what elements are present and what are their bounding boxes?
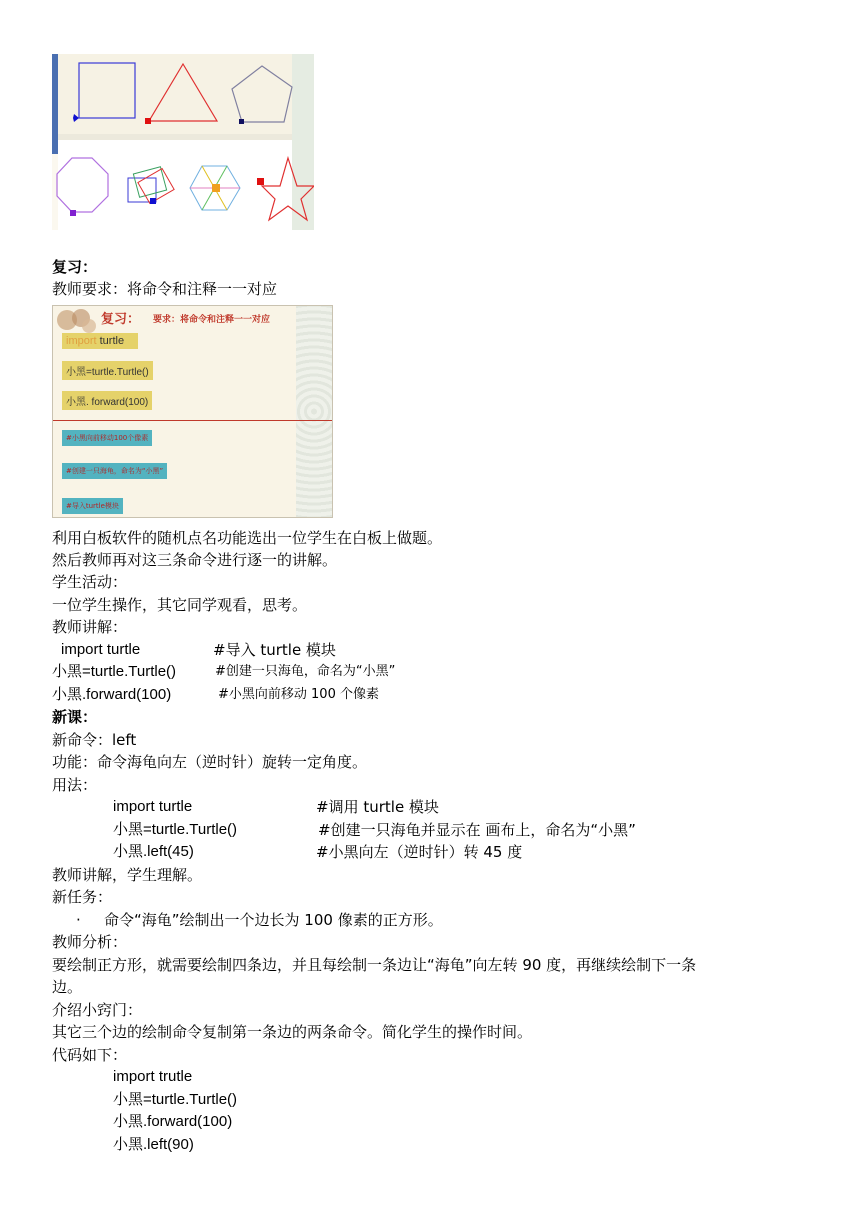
new-lesson-heading: 新课： — [52, 708, 98, 726]
turtle-icon — [70, 210, 76, 216]
code-comment: #小黑向前移动 100 个像素 — [218, 687, 379, 702]
code-line: 小黑.forward(100) — [52, 686, 172, 703]
task-item: 命令“海龟”绘制出一个边长为 100 像素的正方形。 — [104, 911, 443, 929]
function-desc: 功能：命令海龟向左（逆时针）旋转一定角度。 — [52, 753, 368, 771]
teacher-explain-label: 教师讲解： — [52, 618, 128, 636]
turtle-icon — [257, 178, 264, 185]
paragraph: 其它三个边的绘制命令复制第一条边的两条命令。简化学生的操作时间。 — [52, 1023, 533, 1041]
turtle-icon — [239, 119, 244, 124]
command-card-create: 小黑=turtle.Turtle() — [62, 361, 153, 380]
bullet: · — [76, 911, 81, 929]
code-line: 小黑=turtle.Turtle() — [52, 663, 177, 680]
matching-slide-figure — [52, 305, 333, 518]
turtle-icon — [145, 118, 151, 124]
import-keyword: import — [66, 335, 97, 347]
teacher-requirement: 教师要求：将命令和注释一一对应 — [52, 280, 278, 298]
paragraph: 然后教师再对这三条命令进行逐一的讲解。 — [52, 551, 338, 569]
import-rest: turtle — [96, 335, 125, 347]
slide-requirement: 要求：将命令和注释一一对应 — [153, 315, 271, 325]
figure-left-bar — [52, 54, 58, 154]
code-comment: #创建一只海龟并显示在 画布上，命名为“小黑” — [318, 821, 636, 839]
shapes-illustration — [52, 54, 314, 230]
analysis-label: 教师分析： — [52, 933, 128, 951]
paragraph: 要绘制正方形，就需要绘制四条边，并且每绘制一条边让“海龟”向左转 90 度，再继续绘制下一条 — [52, 956, 697, 974]
code-line: 小黑.left(90) — [113, 1136, 194, 1153]
paragraph: 一位学生操作，其它同学观看，思考。 — [52, 596, 308, 614]
code-comment: #创建一只海龟，命名为“小黑” — [215, 664, 396, 679]
code-comment: #小黑向左（逆时针）转 45 度 — [316, 843, 523, 861]
slide-title: 复习： — [101, 312, 141, 327]
code-line: 小黑=turtle.Turtle() — [113, 1091, 238, 1108]
code-line: 小黑.forward(100) — [113, 1113, 233, 1130]
code-label: 代码如下： — [52, 1046, 128, 1064]
command-card-import — [62, 333, 138, 349]
slide-divider — [53, 420, 332, 421]
code-comment: #调用 turtle 模块 — [316, 798, 439, 816]
code-line: import turtle — [113, 798, 193, 815]
command-card-forward: 小黑. forward(100) — [62, 391, 152, 410]
turtle-icon — [212, 184, 220, 192]
new-command: 新命令：left — [52, 731, 137, 749]
flower-decoration-icon — [55, 306, 97, 336]
comment-card-forward: #小黑向前移动100个像素 — [62, 430, 152, 446]
paragraph: 教师讲解，学生理解。 — [52, 866, 203, 884]
code-line: 小黑=turtle.Turtle() — [113, 821, 238, 838]
code-line: import turtle — [61, 641, 141, 658]
turtle-icon — [150, 198, 156, 204]
tip-label: 介绍小窍门： — [52, 1001, 143, 1019]
usage-label: 用法： — [52, 776, 98, 794]
lace-border — [296, 306, 332, 517]
comment-card-create: #创建一只海龟，命名为“小黑” — [62, 463, 167, 479]
comment-card-import: #导入turtle模块 — [62, 498, 123, 514]
code-comment: #导入 turtle 模块 — [213, 641, 336, 659]
review-heading: 复习： — [52, 258, 98, 276]
new-task-label: 新任务： — [52, 888, 113, 906]
code-line: 小黑.left(45) — [113, 843, 194, 860]
paragraph: 利用白板软件的随机点名功能选出一位学生在白板上做题。 — [52, 529, 443, 547]
paragraph: 边。 — [52, 978, 83, 996]
code-line: import trutle — [113, 1068, 193, 1085]
student-activity-label: 学生活动： — [52, 573, 128, 591]
turtle-shapes-figure — [52, 54, 314, 230]
